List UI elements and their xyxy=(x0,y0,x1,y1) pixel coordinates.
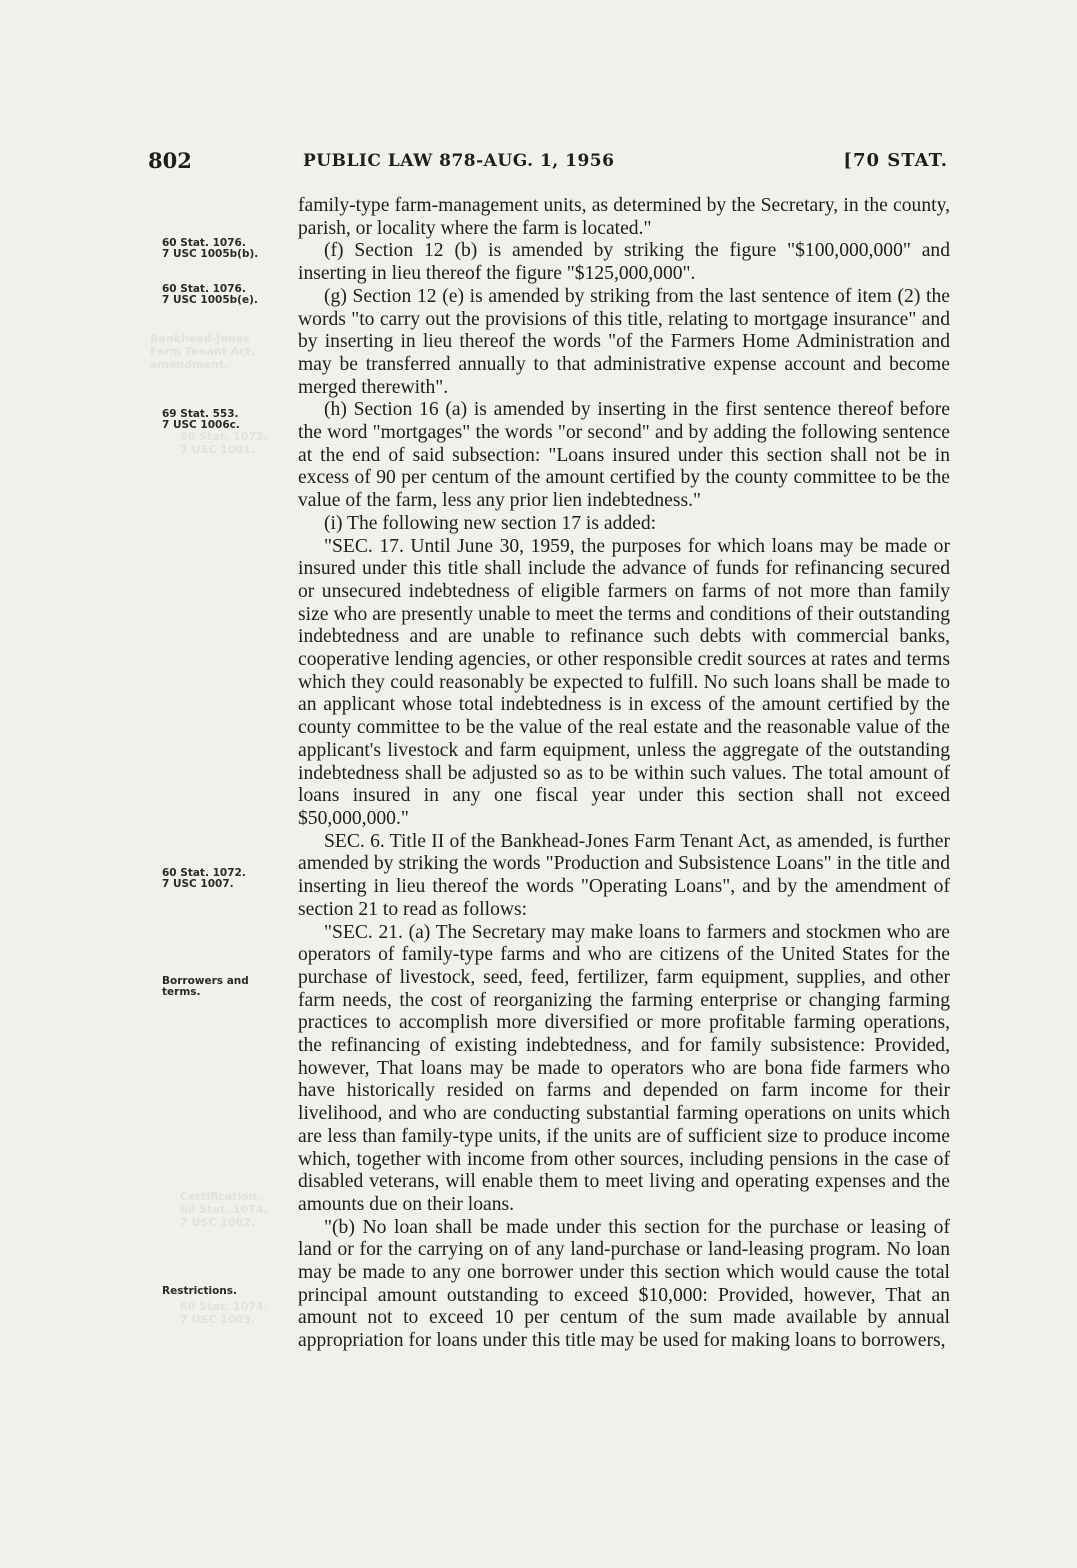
section-21-b: "(b) No loan shall be made under this section for the purchase or leasing of land or for the carrying on of any land-purchase or land-leasing program. No loan may be made to any one borrower under this section which would cause the total principal amount outstanding to exceed $10,000: Provided, however, That an amount not to exceed 10 per centum of the sum made available by annual appropriation for loans under this title may be used for making loans to borrowers, xyxy=(298,1216,950,1352)
show-through-text: Certification. 60 Stat. 1074. 7 USC 1002. xyxy=(180,1190,268,1229)
show-through-text: 60 Stat. 1072. 7 USC 1001. xyxy=(180,430,268,456)
volume-reference: [70 STAT. xyxy=(843,150,948,171)
page-header xyxy=(148,148,948,178)
paragraph-f: (f) Section 12 (b) is amended by striking the figure "$100,000,000" and inserting in lieu thereof the figure "$125,000,000". xyxy=(298,240,950,285)
running-title: PUBLIC LAW 878-AUG. 1, 1956 xyxy=(303,151,615,171)
section-21-a: "SEC. 21. (a) The Secretary may make loans to farmers and stockmen who are operators of family-type farms and who are citizens of the United States for the purchase of livestock, seed, feed, fertilizer, farm equipment, supplies, and other farm needs, the cost of reorganizing the farming enterprise or changing farming practices to accomplish more diversified or more profitable farming operations, the refinancing of existing indebtedness, and for family subsistence: Provided, however, That loans may be made to operators who are bona fide farmers who have historically resided on farms and depended on farm income for their livelihood, and who are conducting substantial farming operations on units which are less than family-type units, if the units are of sufficient size to produce income which, together with income from other sources, including pensions in the case of disabled veterans, will enable them to meet living and operating expenses and the amounts due on their loans. xyxy=(298,921,950,1215)
paragraph-g: (g) Section 12 (e) is amended by striking from the last sentence of item (2) the words "to carry out the provisions of this title, relating to mortgage insurance" and by inserting in lieu thereof the words "of the Farmers Home Administration and may be transferred annually to that administrative expense account and become merged therewith". xyxy=(298,285,950,398)
section-17: "SEC. 17. Until June 30, 1959, the purposes for which loans may be made or insured under this title shall include the advance of funds for refinancing secured or unsecured indebtedness of eligible farmers on farms of not more than family size who are presently unable to meet the terms and conditions of their outstanding indebtedness and are unable to refinance such debts with commercial banks, cooperative lending agencies, or other responsible credit sources at rates and terms which they could reasonably be expected to fulfill. No such loans shall be made to an applicant whose total indebtedness is in excess of the amount certified by the county committee to be the value of the real estate and the reasonable value of the applicant's livestock and farm equipment, unless the aggregate of the outstanding indebtedness shall be adjusted so as to be within such values. The total amount of loans insured in any one fiscal year under this section shall not exceed $50,000,000." xyxy=(298,535,950,829)
paragraph: family-type farm-management units, as determined by the Secretary, in the county, parish, or locality where the farm is located." xyxy=(298,195,950,239)
paragraph-h: (h) Section 16 (a) is amended by inserting in the first sentence thereof before the word "mortgages" the words "or second" and by adding the following sentence at the end of said subsection: "Loans insured under this section shall not be in excess of 90 per centum of the amount certified by the county committee to be the value of the farm, less any prior lien indebtedness." xyxy=(298,399,950,512)
show-through-text: Bankhead-Jones Farm Tenant Act, amendment. xyxy=(150,332,256,371)
margin-citation: 69 Stat. 553. 7 USC 1006c. xyxy=(162,408,240,431)
section-6: SEC. 6. Title II of the Bankhead-Jones Farm Tenant Act, as amended, is further amended by striking the words "Production and Subsistence Loans" in the title and inserting in lieu thereof the words "Operating Loans", and by the amendment of section 21 to read as follows: xyxy=(298,830,950,920)
margin-heading-restrictions: Restrictions. xyxy=(162,1285,238,1297)
margin-citation: 60 Stat. 1076. 7 USC 1005b(e). xyxy=(162,283,258,306)
margin-citation: 60 Stat. 1072. 7 USC 1007. xyxy=(162,867,246,890)
show-through-text: 60 Stat. 1074. 7 USC 1003. xyxy=(180,1300,268,1326)
paragraph-i: (i) The following new section 17 is added: xyxy=(324,512,657,534)
margin-heading-borrowers: Borrowers and terms. xyxy=(162,975,249,998)
page-number: 802 xyxy=(148,148,192,173)
body-text xyxy=(298,195,950,1353)
margin-citation: 60 Stat. 1076. 7 USC 1005b(b). xyxy=(162,237,259,260)
